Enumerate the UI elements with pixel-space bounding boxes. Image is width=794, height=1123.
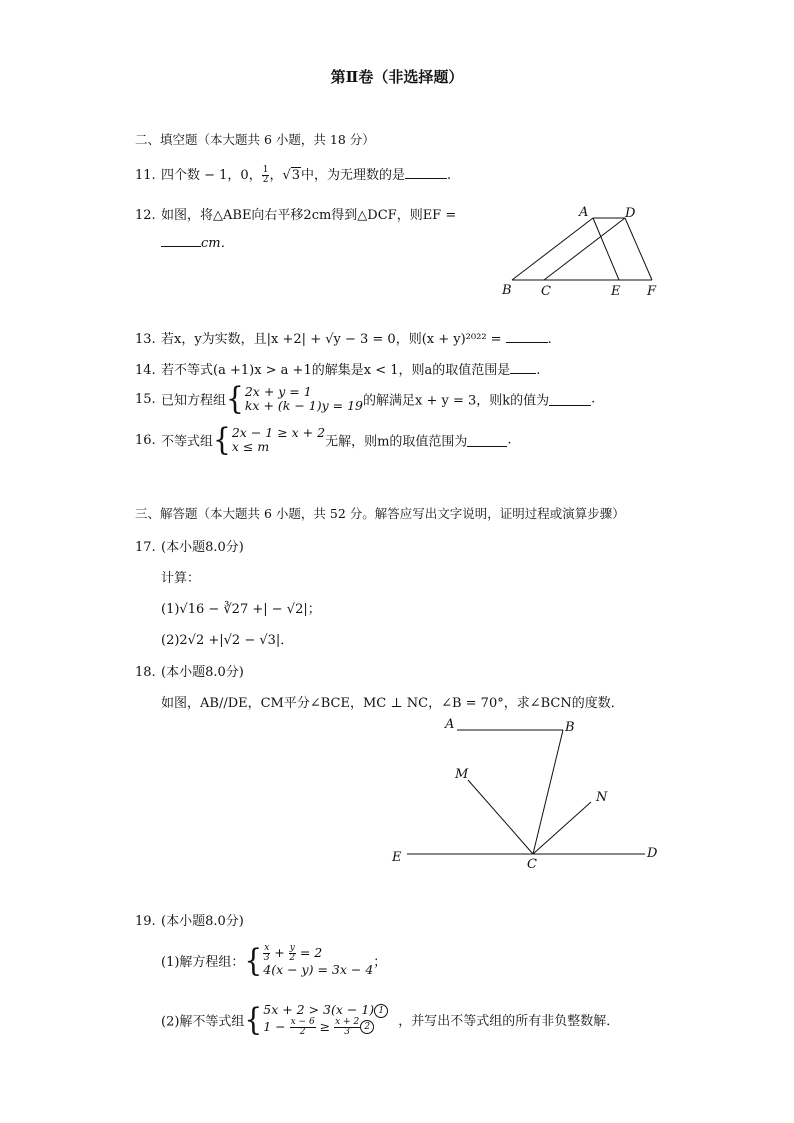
q12-unit: cm． bbox=[201, 236, 234, 251]
parallel-lines-figure bbox=[385, 712, 675, 874]
question-number: 13. bbox=[135, 332, 156, 347]
answer-blank[interactable] bbox=[467, 434, 507, 447]
answer-blank[interactable] bbox=[405, 166, 447, 179]
answer-blank[interactable] bbox=[506, 330, 548, 343]
question-number: 18. bbox=[135, 665, 156, 680]
question-number: 16. bbox=[135, 432, 156, 448]
label-d: D bbox=[625, 206, 636, 221]
answer-blank[interactable] bbox=[549, 393, 591, 406]
circled-number: 2 bbox=[360, 1020, 374, 1034]
equation-system: $\frac{x}{3}$ + $\frac{y}{2}$ = 2 4(x − y) = 3x − 4 bbox=[263, 943, 374, 977]
q17-part-2: (2)2√2 +|√2 − √3|． bbox=[161, 633, 294, 648]
label-m: M bbox=[455, 767, 469, 782]
question-13: 13. 若x，y为实数，且|x +2| + √y − 3 = 0，则(x + y)²⁰²² = . bbox=[135, 332, 552, 347]
equation-system: 2x + y = 1 kx + (k − 1)y = 19 bbox=[244, 384, 363, 413]
q16-suffix: 无解，则m的取值范围为 bbox=[325, 434, 468, 450]
question-17 bbox=[135, 536, 244, 555]
answer-blank[interactable] bbox=[161, 234, 201, 247]
left-brace: { bbox=[226, 380, 244, 417]
question-number: 17. bbox=[135, 540, 156, 555]
question-15: 15. 已知方程组{ 2x + y = 1 kx + (k − 1)y = 19 的解满足x + y = 3，则k的值为 . bbox=[135, 380, 596, 417]
left-brace: { bbox=[244, 941, 263, 979]
q13-text: 若x，y为实数，且|x +2| + √y − 3 = 0，则(x + y)²⁰²² = bbox=[161, 332, 502, 347]
question-number: 12. bbox=[135, 208, 156, 223]
q16-prefix: 不等式组 bbox=[161, 434, 214, 450]
q12-text: 如图，将△ABE向右平移2cm得到△DCF，则EF = bbox=[161, 208, 457, 223]
label-f: F bbox=[647, 284, 657, 299]
question-11: 11. 四个数 − 1，0， $\frac{1}{2}$ ，√3中，为无理数的是 . bbox=[135, 165, 452, 185]
score-note: (本小题8.0分) bbox=[161, 914, 244, 929]
question-12-line2 bbox=[161, 232, 234, 251]
fraction-half: $\frac{1}{2}$ bbox=[262, 165, 269, 185]
left-brace: { bbox=[244, 1001, 263, 1038]
q15-suffix: 的解满足x + y = 3，则k的值为 bbox=[362, 393, 550, 409]
label-e: E bbox=[611, 284, 621, 299]
page-title: 第Ⅱ卷（非选择题） bbox=[330, 68, 464, 86]
section-fill-in-header: 二、填空题（本大题共 6 小题，共 18 分） bbox=[135, 132, 375, 147]
label-c: C bbox=[541, 284, 551, 299]
q11-mid: ，√ bbox=[269, 168, 291, 183]
answer-blank[interactable] bbox=[510, 361, 536, 374]
question-16: 16. 不等式组{ 2x − 1 ≥ x + 2 x ≤ m 无解，则m的取值范围为 . bbox=[135, 421, 512, 458]
q11-prefix: 四个数 − 1，0， bbox=[161, 168, 262, 183]
label-b: B bbox=[565, 720, 575, 735]
question-number: 15. bbox=[135, 391, 156, 407]
question-number: 11. bbox=[135, 168, 156, 183]
radicand: 3 bbox=[291, 168, 301, 183]
question-19 bbox=[135, 910, 244, 929]
q11-suffix: 中，为无理数的是 bbox=[301, 168, 406, 183]
inequality-system: 2x − 1 ≥ x + 2 x ≤ m bbox=[231, 425, 326, 454]
circled-number: 1 bbox=[374, 1004, 388, 1018]
inequality-system: 5x + 2 > 3(x − 1) 1 1 − $\frac{x - 6}{2}$ ≥ $\frac{x + 2}{3}$ 2 bbox=[263, 1003, 388, 1037]
q19-part-1: (1)解方程组：{ $\frac{x}{3}$ + $\frac{y}{2}$ = 2 4(x − y) = 3x − 4 ； bbox=[161, 941, 387, 979]
q17-part-1: (1)√16 − ∛27 +| − √2|； bbox=[161, 602, 321, 617]
score-note: (本小题8.0分) bbox=[161, 540, 244, 555]
label-n: N bbox=[596, 790, 608, 805]
label-c: C bbox=[527, 857, 537, 872]
question-number: 19. bbox=[135, 914, 156, 929]
section-solve-header: 三、解答题（本大题共 6 小题，共 52 分。解答应写出文字说明，证明过程或演算步骤） bbox=[135, 506, 625, 521]
q18-text: 如图，AB//DE，CM平分∠BCE，MC ⊥ NC，∠B = 70°，求∠BCN的度数． bbox=[161, 696, 624, 711]
translation-triangle-figure bbox=[495, 200, 675, 302]
q17-calc-label: 计算： bbox=[161, 571, 201, 586]
label-a: A bbox=[445, 717, 455, 732]
q19-part-2: (2)解不等式组{ 5x + 2 > 3(x − 1) 1 1 − $\frac{x - 6}{2}$ ≥ $\frac{x + 2}{3}$ 2 ，并写出不等式组的所有非负整数解． bbox=[161, 1001, 620, 1038]
q14-text: 若不等式(a +1)x > a +1的解集是x < 1，则a的取值范围是 bbox=[161, 363, 511, 378]
q15-prefix: 已知方程组 bbox=[161, 393, 227, 409]
label-d: D bbox=[647, 846, 658, 861]
question-number: 14. bbox=[135, 363, 156, 378]
question-14: 14. 若不等式(a +1)x > a +1的解集是x < 1，则a的取值范围是 . bbox=[135, 363, 541, 378]
left-brace: { bbox=[213, 421, 231, 458]
score-note: (本小题8.0分) bbox=[161, 665, 244, 680]
question-18 bbox=[135, 661, 244, 680]
label-b: B bbox=[502, 283, 512, 298]
label-a: A bbox=[579, 205, 589, 220]
label-e: E bbox=[392, 850, 402, 865]
question-12 bbox=[135, 204, 456, 223]
